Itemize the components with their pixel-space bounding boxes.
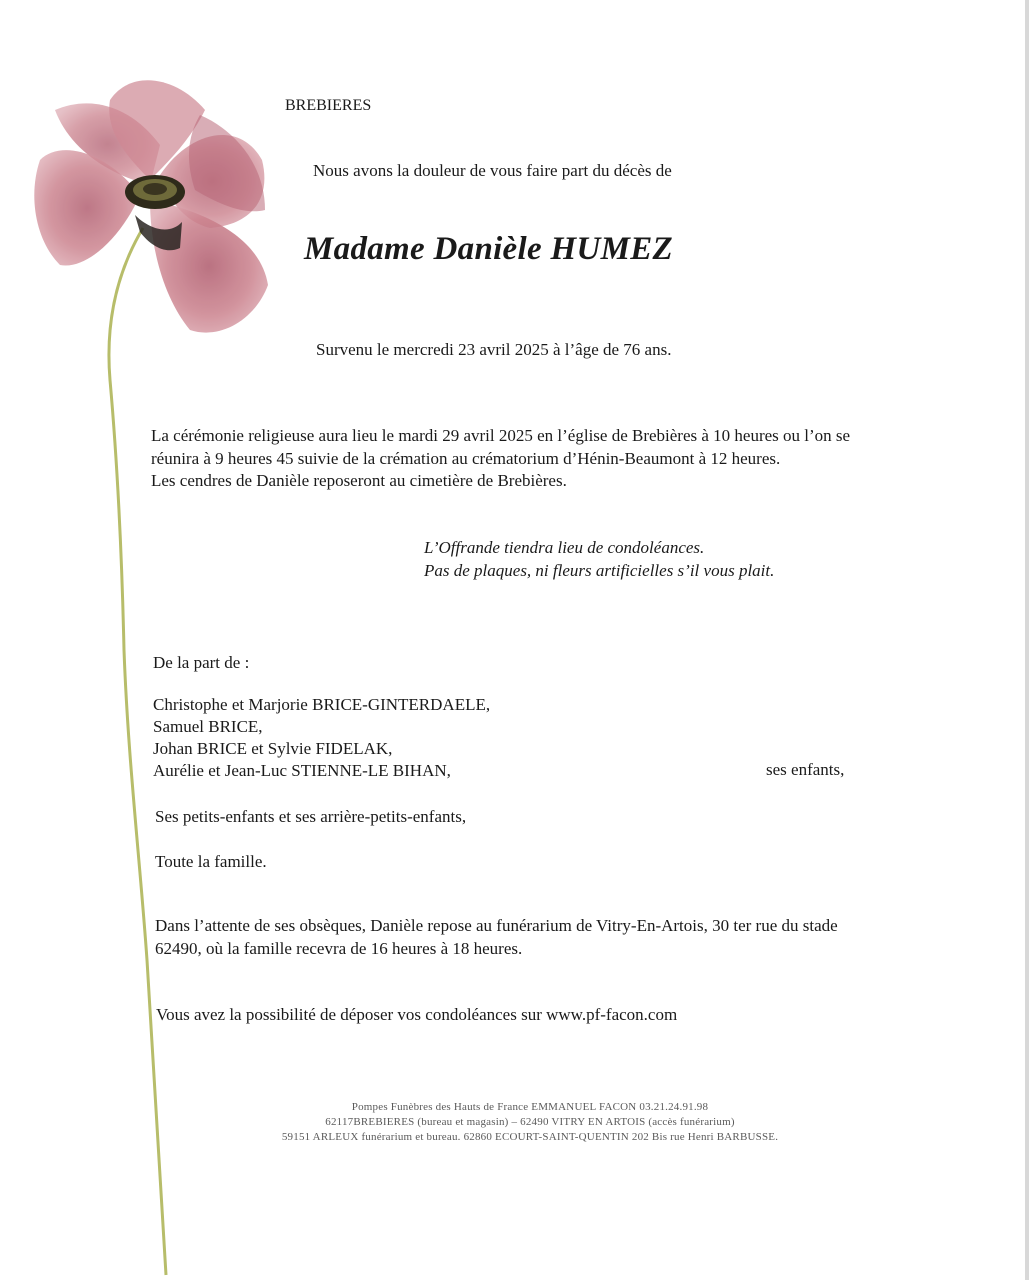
grandchildren-line: Ses petits-enfants et ses arrière-petits-enfants, xyxy=(155,807,467,826)
footer-line: Pompes Funèbres des Hauts de France EMMANUEL FACON 03.21.24.91.98 xyxy=(351,1101,709,1113)
footer-line: 62117BREBIERES (bureau et magasin) – 62490 VITRY EN ARTOIS (accès funérarium) xyxy=(325,1116,735,1128)
children-list xyxy=(153,694,490,782)
offering-line: Pas de plaques, ni fleurs artificielles s’il vous plait. xyxy=(424,560,775,580)
deceased-name: Madame Danièle HUMEZ xyxy=(304,231,673,267)
condolences-line: Vous avez la possibilité de déposer vos condoléances sur www.pf-facon.com xyxy=(156,1005,678,1024)
funerarium-line: 62490, où la famille recevra de 16 heures à 18 heures. xyxy=(155,938,523,958)
funeral-home-footer xyxy=(200,1100,860,1145)
list-item: Christophe et Marjorie BRICE-GINTERDAELE, xyxy=(153,695,491,714)
ceremony-line: Les cendres de Danièle reposeront au cimetière de Brebières. xyxy=(151,471,567,490)
funerarium-paragraph xyxy=(155,915,838,960)
list-item: Aurélie et Jean-Luc STIENNE-LE BIHAN, xyxy=(153,761,451,780)
list-item: Samuel BRICE, xyxy=(153,717,263,736)
from-label: De la part de : xyxy=(153,653,250,672)
footer-line: 59151 ARLEUX funérarium et bureau. 62860 ECOURT-SAINT-QUENTIN 202 Bis rue Henri BARBUSSE. xyxy=(281,1131,779,1143)
offering-line: L’Offrande tiendra lieu de condoléances. xyxy=(424,538,705,557)
ceremony-line: La cérémonie religieuse aura lieu le mardi 29 avril 2025 en l’église de Brebières à 10 heures ou l’on se xyxy=(151,426,851,445)
page-edge xyxy=(1025,0,1029,1280)
ceremony-line: réunira à 9 heures 45 suivie de la crémation au crématorium d’Hénin-Beaumont à 12 heures. xyxy=(151,448,781,468)
list-item: Johan BRICE et Sylvie FIDELAK, xyxy=(153,739,393,758)
children-relation-label: ses enfants, xyxy=(766,760,845,779)
town-name: BREBIERES xyxy=(285,97,372,114)
ceremony-paragraph xyxy=(151,425,951,493)
death-date-line: Survenu le mercredi 23 avril 2025 à l’âge de 76 ans. xyxy=(316,340,672,359)
funerarium-line: Dans l’attente de ses obsèques, Danièle repose au funérarium de Vitry-En-Artois, 30 ter rue du stade xyxy=(155,916,838,935)
poppy-flower-illustration xyxy=(0,0,300,1280)
intro-text: Nous avons la douleur de vous faire part du décès de xyxy=(313,161,672,180)
offering-note xyxy=(424,537,774,582)
family-line: Toute la famille. xyxy=(155,852,267,871)
